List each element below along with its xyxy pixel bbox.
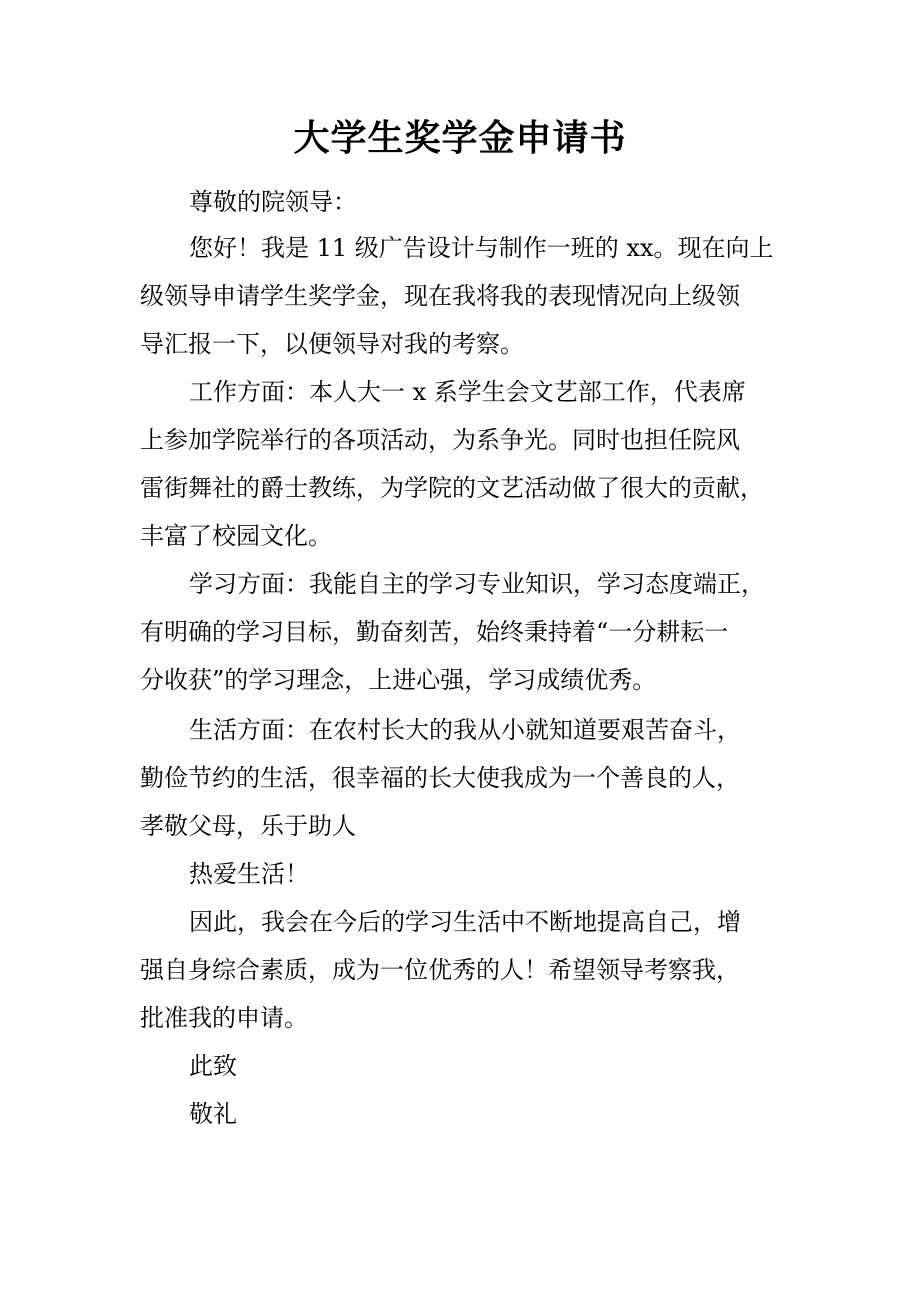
closing-jingli: 敬礼	[189, 1100, 237, 1128]
paragraph-conclusion-line: 批准我的申请。	[140, 1004, 308, 1032]
document-title: 大学生奖学金申请书	[293, 117, 627, 159]
paragraph-greeting-line: 您好！我是 11 级广告设计与制作一班的 xx。现在向上	[189, 234, 774, 262]
paragraph-life-line: 勤俭节约的生活，很幸福的长大使我成为一个善良的人，	[140, 764, 740, 792]
paragraph-love-life: 热爱生活！	[189, 860, 309, 888]
paragraph-life-line: 孝敬父母，乐于助人	[140, 812, 356, 840]
closing-cizhi: 此致	[189, 1052, 237, 1080]
paragraph-greeting-line: 导汇报一下，以便领导对我的考察。	[140, 330, 524, 358]
paragraph-greeting-line: 级领导申请学生奖学金，现在我将我的表现情况向上级领	[140, 282, 740, 310]
salutation: 尊敬的院领导：	[189, 188, 357, 216]
paragraph-conclusion-line: 因此，我会在今后的学习生活中不断地提高自己，增	[189, 908, 741, 936]
paragraph-conclusion-line: 强自身综合素质，成为一位优秀的人！希望领导考察我，	[140, 956, 740, 984]
paragraph-work-line: 丰富了校园文化。	[140, 522, 332, 550]
paragraph-work-line: 工作方面：本人大一 x 系学生会文艺部工作，代表席	[189, 378, 746, 406]
paragraph-study-line: 学习方面：我能自主的学习专业知识，学习态度端正，	[189, 570, 765, 598]
paragraph-life-line: 生活方面：在农村长大的我从小就知道要艰苦奋斗，	[189, 716, 741, 744]
paragraph-work-line: 雷街舞社的爵士教练，为学院的文艺活动做了很大的贡献，	[140, 474, 764, 502]
paragraph-study-line: 有明确的学习目标，勤奋刻苦，始终秉持着“一分耕耘一	[140, 618, 729, 646]
paragraph-work-line: 上参加学院举行的各项活动，为系争光。同时也担任院风	[140, 426, 740, 454]
paragraph-study-line: 分收获”的学习理念，上进心强，学习成绩优秀。	[140, 666, 657, 694]
